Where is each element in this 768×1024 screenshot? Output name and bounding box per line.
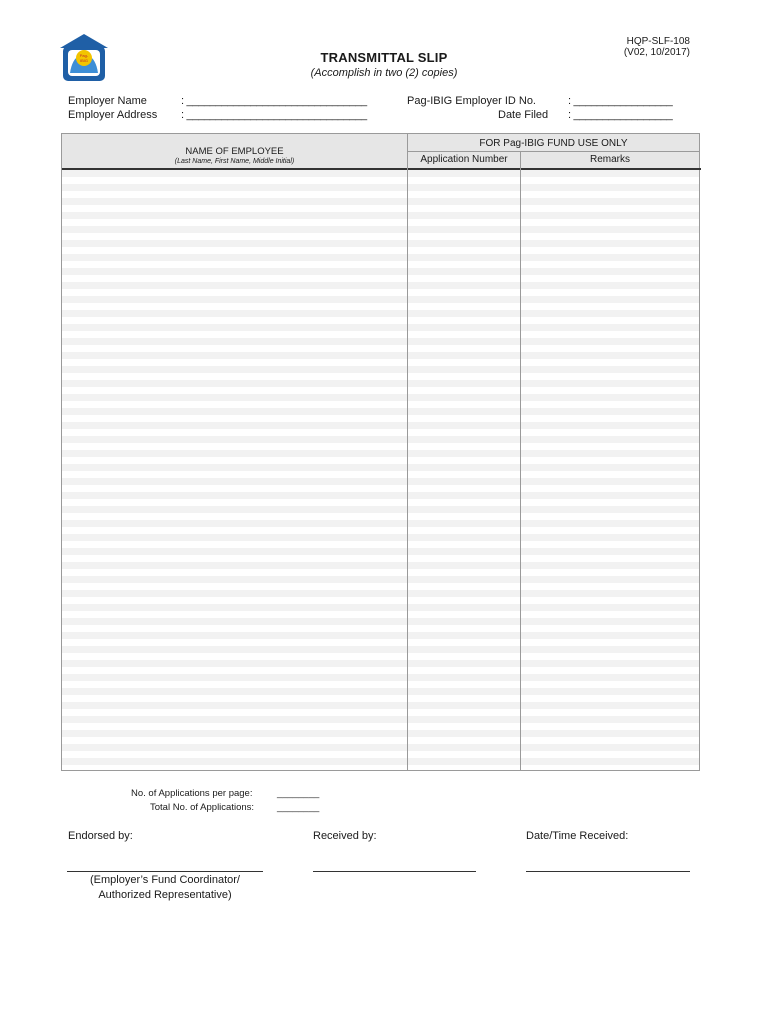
employer-address-label: Employer Address <box>68 109 158 121</box>
form-title: TRANSMITTAL SLIP <box>320 50 448 65</box>
column-divider <box>520 151 521 770</box>
header-divider <box>62 168 701 170</box>
datetime-signature-line[interactable] <box>526 871 690 872</box>
form-subtitle: (Accomplish in two (2) copies) <box>310 67 458 79</box>
endorsed-note-line-1: (Employer’s Fund Coordinator/ <box>90 874 240 886</box>
table-rows[interactable] <box>62 170 699 770</box>
per-page-label: No. of Applications per page: <box>131 788 253 799</box>
received-signature-line[interactable] <box>313 871 476 872</box>
column-divider <box>407 134 408 770</box>
total-field[interactable]: ________ <box>277 802 320 813</box>
total-label: Total No. of Applications: <box>150 802 255 813</box>
employer-name-label: Employer Name <box>68 95 147 107</box>
endorsed-note <box>60 873 270 903</box>
endorsed-note-line-2: Authorized Representative) <box>98 889 232 901</box>
date-filed-field[interactable]: : _________________ <box>568 109 673 121</box>
employee-table <box>61 133 700 771</box>
group-header-divider <box>407 151 699 152</box>
employer-id-field[interactable]: : _________________ <box>568 95 673 107</box>
per-page-field[interactable]: ________ <box>277 788 320 799</box>
svg-text:Pag-: Pag- <box>79 53 89 58</box>
endorsed-signature-line[interactable] <box>67 871 263 872</box>
col-header-remarks: Remarks <box>589 154 630 165</box>
form-version: (V02, 10/2017) <box>623 47 690 58</box>
svg-text:IBIG: IBIG <box>79 58 89 63</box>
group-header-fund-use: FOR Pag-IBIG FUND USE ONLY <box>479 138 628 149</box>
endorsed-by-label: Endorsed by: <box>68 830 133 842</box>
employer-address-field[interactable]: : _______________________________ <box>181 109 367 121</box>
employer-id-label: Pag-IBIG Employer ID No. <box>407 95 536 107</box>
col-header-name-note: (Last Name, First Name, Middle Initial) <box>174 158 295 165</box>
datetime-received-label: Date/Time Received: <box>526 830 629 842</box>
employer-name-field[interactable]: : _______________________________ <box>181 95 367 107</box>
date-filed-label: Date Filed <box>498 109 549 121</box>
received-by-label: Received by: <box>313 830 377 842</box>
col-header-application-number: Application Number <box>420 154 508 165</box>
form-code: HQP-SLF-108 <box>626 36 690 47</box>
col-header-name: NAME OF EMPLOYEE <box>185 146 284 157</box>
